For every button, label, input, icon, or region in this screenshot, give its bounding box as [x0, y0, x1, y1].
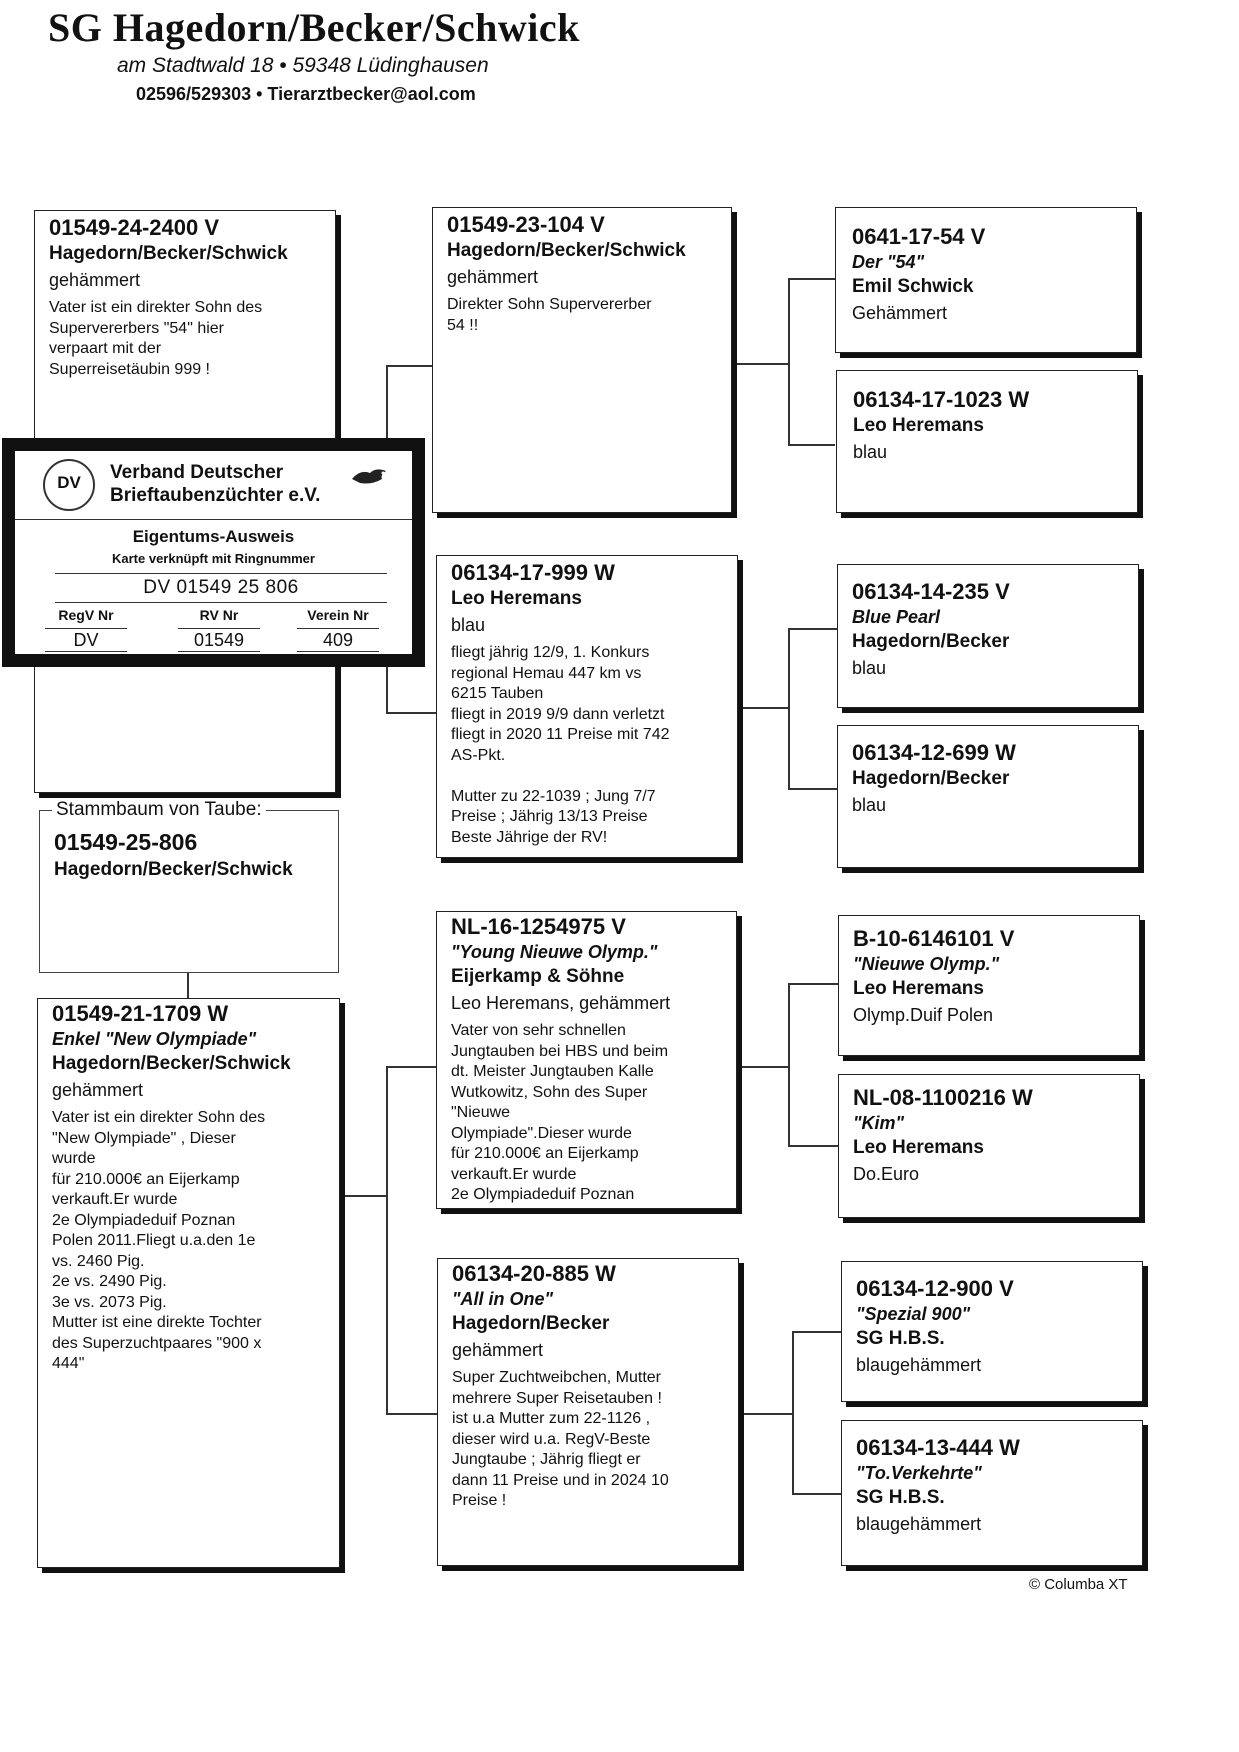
- plumage-color: Gehämmert: [852, 303, 948, 323]
- breeder: Emil Schwick: [852, 276, 974, 297]
- pedigree-box-mfm: [838, 1074, 1140, 1218]
- ring-number: 01549-23-104 V: [447, 212, 605, 237]
- ring-number: 01549-21-1709 W: [52, 1001, 229, 1026]
- pedigree-box-mmm: [841, 1420, 1143, 1566]
- plumage-color: blau: [852, 795, 887, 815]
- pigeon-nickname: "Spezial 900": [856, 1304, 971, 1324]
- ring-number: 06134-12-699 W: [852, 740, 1016, 765]
- connector-line: [386, 365, 434, 367]
- breeder: Hagedorn/Becker: [852, 631, 1010, 652]
- connector-line: [740, 707, 790, 709]
- plumage-color: gehämmert: [452, 1340, 544, 1360]
- pigeon-nickname: "All in One": [452, 1289, 554, 1309]
- card-ring-number: DV 01549 25 806: [55, 573, 387, 603]
- pedigree-box-mmf: [841, 1261, 1143, 1402]
- ring-number: 06134-20-885 W: [452, 1261, 616, 1286]
- connector-line: [386, 1066, 388, 1415]
- performance-note: Vater von sehr schnellen Jungtauben bei HBS und beim dt. Meister Jungtauben Kalle Wutkowitz, Sohn des Super "Nieuwe Olympiade".Dieser wurde für 210.000€ an Eijerkamp verkauft.Er wurde 2e Olympiadeduif Poznan: [451, 1022, 669, 1203]
- breeder-address: am Stadtwald 18 • 59348 Lüdinghausen: [117, 54, 489, 77]
- card-header: [15, 451, 412, 520]
- card-rv: RV Nr 01549: [178, 607, 260, 652]
- ownership-card: [2, 438, 425, 667]
- breeder: Leo Heremans: [853, 1137, 984, 1158]
- performance-note: Vater ist ein direkter Sohn des Supervererbers "54" hier verpaart mit der Superreisetäubin 999 !: [49, 299, 263, 378]
- plumage-color: blau: [853, 442, 888, 462]
- plumage-color: blaugehämmert: [856, 1514, 982, 1534]
- connector-line: [187, 973, 189, 1000]
- breeder-contact: 02596/529303 • Tierarztbecker@aol.com: [136, 84, 476, 104]
- breeder: Eijerkamp & Söhne: [451, 966, 625, 987]
- card-subtitle: Karte verknüpft mit Ringnummer: [112, 551, 315, 566]
- breeder-name: SG Hagedorn/Becker/Schwick: [48, 5, 580, 50]
- connector-line: [788, 444, 835, 446]
- card-regv: RegV Nr DV: [45, 607, 127, 652]
- performance-note: Direkter Sohn Supervererber 54 !!: [447, 296, 652, 334]
- performance-note: Vater ist ein direkter Sohn des "New Olympiade" , Dieser wurde für 210.000€ an Eijerkamp verkauft.Er wurde 2e Olympiadeduif Poznan Polen 2011.Fliegt u.a.den 1e vs. 2460 Pig. 2e vs. 2490 Pig. 3e vs. 2073 Pig. Mutter ist eine direkte Tochter des Superzuchtpaares "900 x 444": [52, 1109, 266, 1372]
- pigeon-icon: [350, 465, 390, 489]
- breeder: Hagedorn/Becker/Schwick: [49, 243, 288, 264]
- ring-number: 06134-13-444 W: [856, 1435, 1020, 1460]
- copyright: © Columba XT: [1029, 1576, 1128, 1593]
- pigeon-nickname: Enkel "New Olympiade": [52, 1029, 257, 1049]
- pigeon-nickname: Blue Pearl: [852, 607, 941, 627]
- pigeon-nickname: "Nieuwe Olymp.": [853, 954, 1000, 974]
- pedigree-box-fmf: [837, 564, 1139, 708]
- breeder: Hagedorn/Becker: [852, 768, 1010, 789]
- connector-line: [788, 628, 837, 630]
- pedigree-box-ff: [432, 207, 732, 513]
- connector-line: [742, 1413, 794, 1415]
- plumage-color: gehämmert: [52, 1080, 144, 1100]
- pigeon-nickname: "To.Verkehrte": [856, 1463, 982, 1483]
- connector-line: [788, 278, 790, 446]
- breeder: Leo Heremans: [451, 588, 582, 609]
- ring-number: 06134-14-235 V: [852, 579, 1010, 604]
- pedigree-box-fmm: [837, 725, 1139, 868]
- connector-line: [788, 1145, 838, 1147]
- breeder: Leo Heremans: [853, 415, 984, 436]
- ring-number: B-10-6146101 V: [853, 926, 1015, 951]
- ring-number: 06134-17-1023 W: [853, 387, 1030, 412]
- connector-line: [738, 1066, 790, 1068]
- plumage-color: Do.Euro: [853, 1164, 920, 1184]
- pedigree-box-fff: [835, 207, 1137, 353]
- breeder: Hagedorn/Becker: [452, 1313, 610, 1334]
- plumage-color: Olymp.Duif Polen: [853, 1005, 994, 1025]
- plumage-color: gehämmert: [447, 267, 539, 287]
- ring-number: 06134-12-900 V: [856, 1276, 1014, 1301]
- dv-logo-icon: DV: [43, 459, 95, 511]
- ring-number: 01549-24-2400 V: [49, 215, 220, 240]
- card-organization: Verband Deutscher Brieftaubenzüchter e.V.: [110, 462, 321, 506]
- subject-pigeon: [39, 799, 339, 973]
- subject-ring-number: 01549-25-806: [54, 829, 198, 855]
- plumage-color: Leo Heremans, gehämmert: [451, 993, 671, 1013]
- connector-line: [340, 1195, 388, 1197]
- pedigree-box-mm: [437, 1258, 739, 1566]
- pigeon-nickname: "Young Nieuwe Olymp.": [451, 942, 658, 962]
- pedigree-box-mother: [37, 998, 340, 1568]
- card-title: Eigentums-Ausweis: [132, 527, 295, 546]
- connector-line: [788, 628, 790, 790]
- connector-line: [386, 712, 436, 714]
- connector-line: [788, 278, 835, 280]
- connector-line: [734, 363, 790, 365]
- performance-note: Super Zuchtweibchen, Mutter mehrere Super Reisetauben ! ist u.a Mutter zum 22-1126 , dieser wird u.a. RegV-Beste Jungtaube ; Jährig fliegt er dann 11 Preise und in 2024 10 Preise !: [452, 1369, 669, 1509]
- plumage-color: blau: [451, 615, 486, 635]
- breeder: SG H.B.S.: [856, 1328, 945, 1349]
- connector-line: [386, 1413, 438, 1415]
- connector-line: [792, 1493, 841, 1495]
- connector-line: [788, 788, 837, 790]
- plumage-color: gehämmert: [49, 270, 141, 290]
- breeder: Leo Heremans: [853, 978, 984, 999]
- ring-number: NL-08-1100216 W: [853, 1085, 1033, 1110]
- connector-line: [792, 1331, 794, 1495]
- ring-number: 0641-17-54 V: [852, 224, 986, 249]
- connector-line: [788, 983, 838, 985]
- pedigree-caption: Stammbaum von Taube:: [52, 799, 266, 821]
- pedigree-box-fm: [436, 555, 738, 858]
- pedigree-box-mff: [838, 915, 1140, 1056]
- performance-note: fliegt jährig 12/9, 1. Konkurs regional Hemau 447 km vs 6215 Tauben fliegt in 2019 9/9 dann verletzt fliegt in 2020 11 Preise mit 742 AS-Pkt. Mutter zu 22-1039 ; Jung 7/7 Preise ; Jährig 13/13 Preise Beste Jährige der RV!: [451, 644, 670, 846]
- plumage-color: blau: [852, 658, 887, 678]
- pedigree-box-ffm: [836, 370, 1138, 513]
- ring-number: NL-16-1254975 V: [451, 914, 626, 939]
- connector-line: [788, 983, 790, 1147]
- breeder: Hagedorn/Becker/Schwick: [447, 240, 686, 261]
- breeder: Hagedorn/Becker/Schwick: [52, 1053, 291, 1074]
- subject-breeder: Hagedorn/Becker/Schwick: [54, 859, 293, 880]
- card-verein: Verein Nr 409: [297, 607, 379, 652]
- connector-line: [792, 1331, 841, 1333]
- connector-line: [386, 1066, 438, 1068]
- pedigree-box-mf: [436, 911, 737, 1209]
- breeder: SG H.B.S.: [856, 1487, 945, 1508]
- ring-number: 06134-17-999 W: [451, 560, 615, 585]
- pigeon-nickname: Der "54": [852, 252, 925, 272]
- pigeon-nickname: "Kim": [853, 1113, 905, 1133]
- plumage-color: blaugehämmert: [856, 1355, 982, 1375]
